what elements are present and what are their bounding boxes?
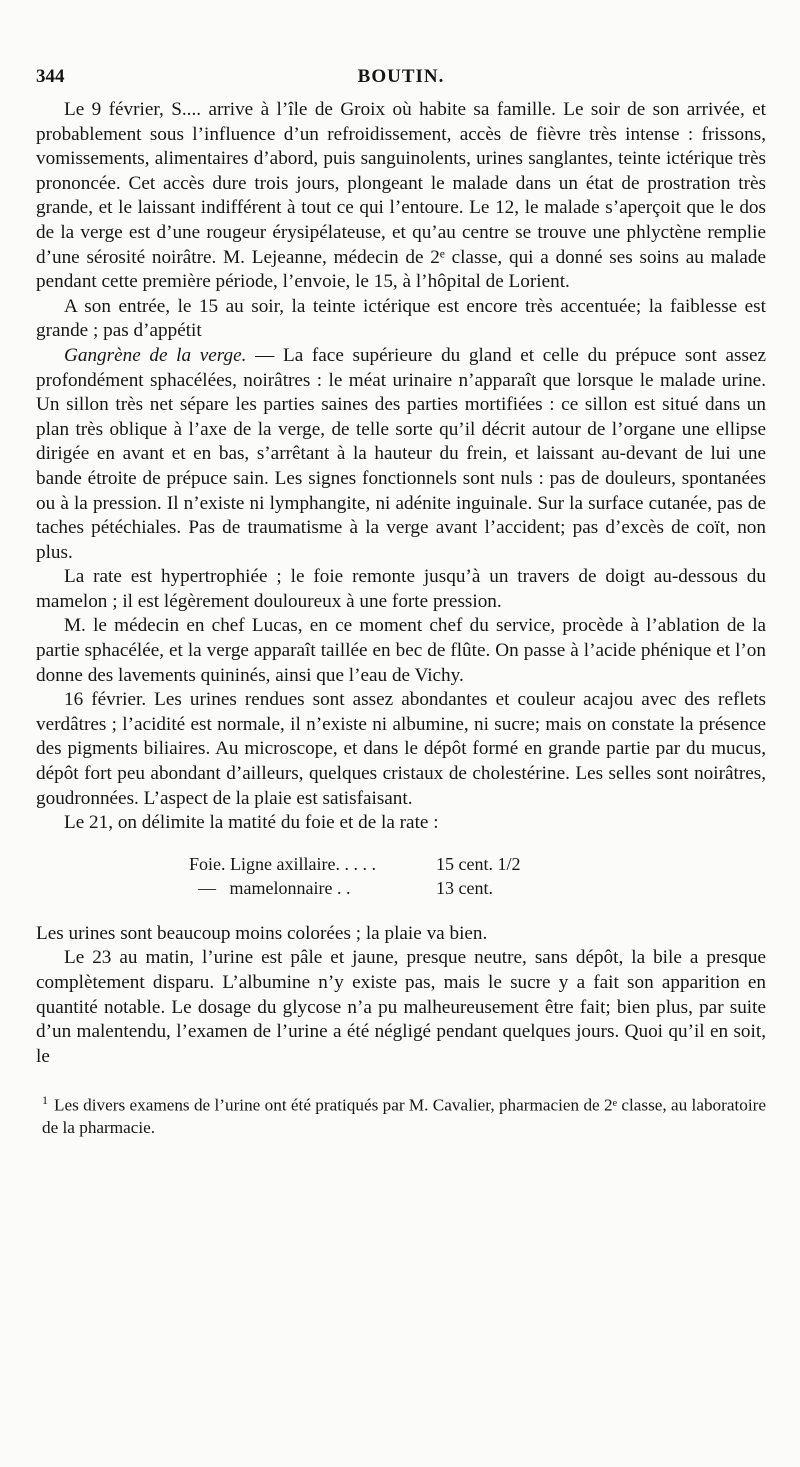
page-number: 344 — [36, 66, 65, 87]
paragraph: A son entrée, le 15 au soir, la teinte ictérique est encore très accentuée; la faiblesse est grande ; pas d’appétit — [36, 295, 766, 342]
measurement-value: 15 cent. 1/2 — [436, 853, 521, 874]
measurement-value: 13 cent. — [436, 877, 493, 898]
paragraph-text: — La face supérieure du gland et celle du prépuce sont assez profondément sphacélées, noirâtres : le méat urinaire n’apparaît que lorsque le malade urine. Un sillon très net sépare les parties saines des parties mortifiées : ce sillon est situé dans un plan très oblique à l’axe de la verge, de telle sorte qu’il décrit autour de l’organe une ellipse dirigée en avant et en bas, s’arrêtant à la hauteur du frein, et laissant au-devant de lui une bande étroite de prépuce sain. Les signes fonctionnels sont nuls : pas de douleurs, spontanées ou à la pression. Il n’existe ni lymphangite, ni adénite inguinale. Sur la surface cutanée, pas de taches pétéchiales. Pas de traumatisme à la verge avant l’accident; pas d’excès de coït, non plus. — [36, 344, 766, 563]
section-heading: Gangrène de la verge. — [64, 344, 247, 366]
paragraph: Les urines sont beaucoup moins colorées ; la plaie va bien. — [36, 922, 488, 944]
running-title: BOUTIN. — [357, 66, 445, 87]
gangrene-paragraph — [36, 344, 766, 565]
paragraph: Le 23 au matin, l’urine est pâle et jaune, presque neutre, sans dépôt, la bile a presque complètement disparu. L’albumine n’y existe pas, mais le sucre y a fait son apparition en quantité notable. Le dosage du glycose n’a pu malheureusement être fait; bien plus, par suite d’un malentendu, l’examen de l’urine a été négligé pendant quelques jours. Quoi qu’il en soit, le — [36, 947, 766, 1067]
running-head — [36, 56, 766, 98]
paragraph: Le 9 février, S.... arrive à l’île de Groix où habite sa famille. Le soir de son arrivée, et probablement sous l’influence d’un refroidissement, accès de fièvre très intense : frissons, vomissements, alimentaires d’abord, puis sanguinolents, urines sanglantes, teinte ictérique très prononcée. Cet accès dure trois jours, plongeant le malade dans un état de prostration très grande, et le laissant indifférent à tout ce qui l’entoure. Le 12, le malade s’aperçoit que le dos de la verge est d’une rougeur érysipélateuse, et qu’au centre se trouve une phlyctène remplie d’une sérosité noirâtre. M. Lejeanne, médecin de 2ᵉ classe, qui a donné ses soins au malade pendant cette première période, l’envoie, le 15, à l’hôpital de Lorient. — [36, 99, 766, 293]
paragraph: La rate est hypertrophiée ; le foie remonte jusqu’à un travers de doigt au-dessous du mamelon ; il est légèrement douloureux à une forte pression. — [36, 566, 766, 612]
paragraph: 16 février. Les urines rendues sont assez abondantes et couleur acajou avec des reflets verdâtres ; l’acidité est normale, il n’existe ni albumine, ni sucre; mais on constate la présence des pigments biliaires. Au microscope, et dans le dépôt formé en grande partie par du mucus, dépôt fort peu abondant d’ailleurs, quelques cristaux de cholestérine. Les selles sont noirâtres, goudronnées. L’aspect de la plaie est satisfaisant. — [36, 689, 766, 809]
footnote-text: Les divers examens de l’urine ont été pratiqués par M. Cavalier, pharmacien de 2ᵉ classe, au laboratoire de la pharmacie. — [42, 1096, 766, 1138]
footnote-mark: 1 — [42, 1093, 48, 1108]
measurement-table — [36, 852, 766, 900]
footnote — [36, 1089, 766, 1139]
measurement-row — [36, 852, 766, 876]
footnote-separator — [36, 1069, 766, 1085]
measurement-row — [36, 876, 766, 900]
measurement-label: — mamelonnaire . . — [189, 877, 351, 898]
paragraph: M. le médecin en chef Lucas, en ce moment chef du service, procède à l’ablation de la partie sphacélée, et la verge apparaît taillée en bec de flûte. On passe à l’acide phénique et l’on donne des lavements quininés, ainsi que l’eau de Vichy. — [36, 615, 766, 686]
body-text — [36, 98, 766, 1069]
measurement-label: Foie. Ligne axillaire. . . . . — [189, 853, 376, 874]
paragraph: Le 21, on délimite la matité du foie et de la rate : — [64, 812, 439, 834]
